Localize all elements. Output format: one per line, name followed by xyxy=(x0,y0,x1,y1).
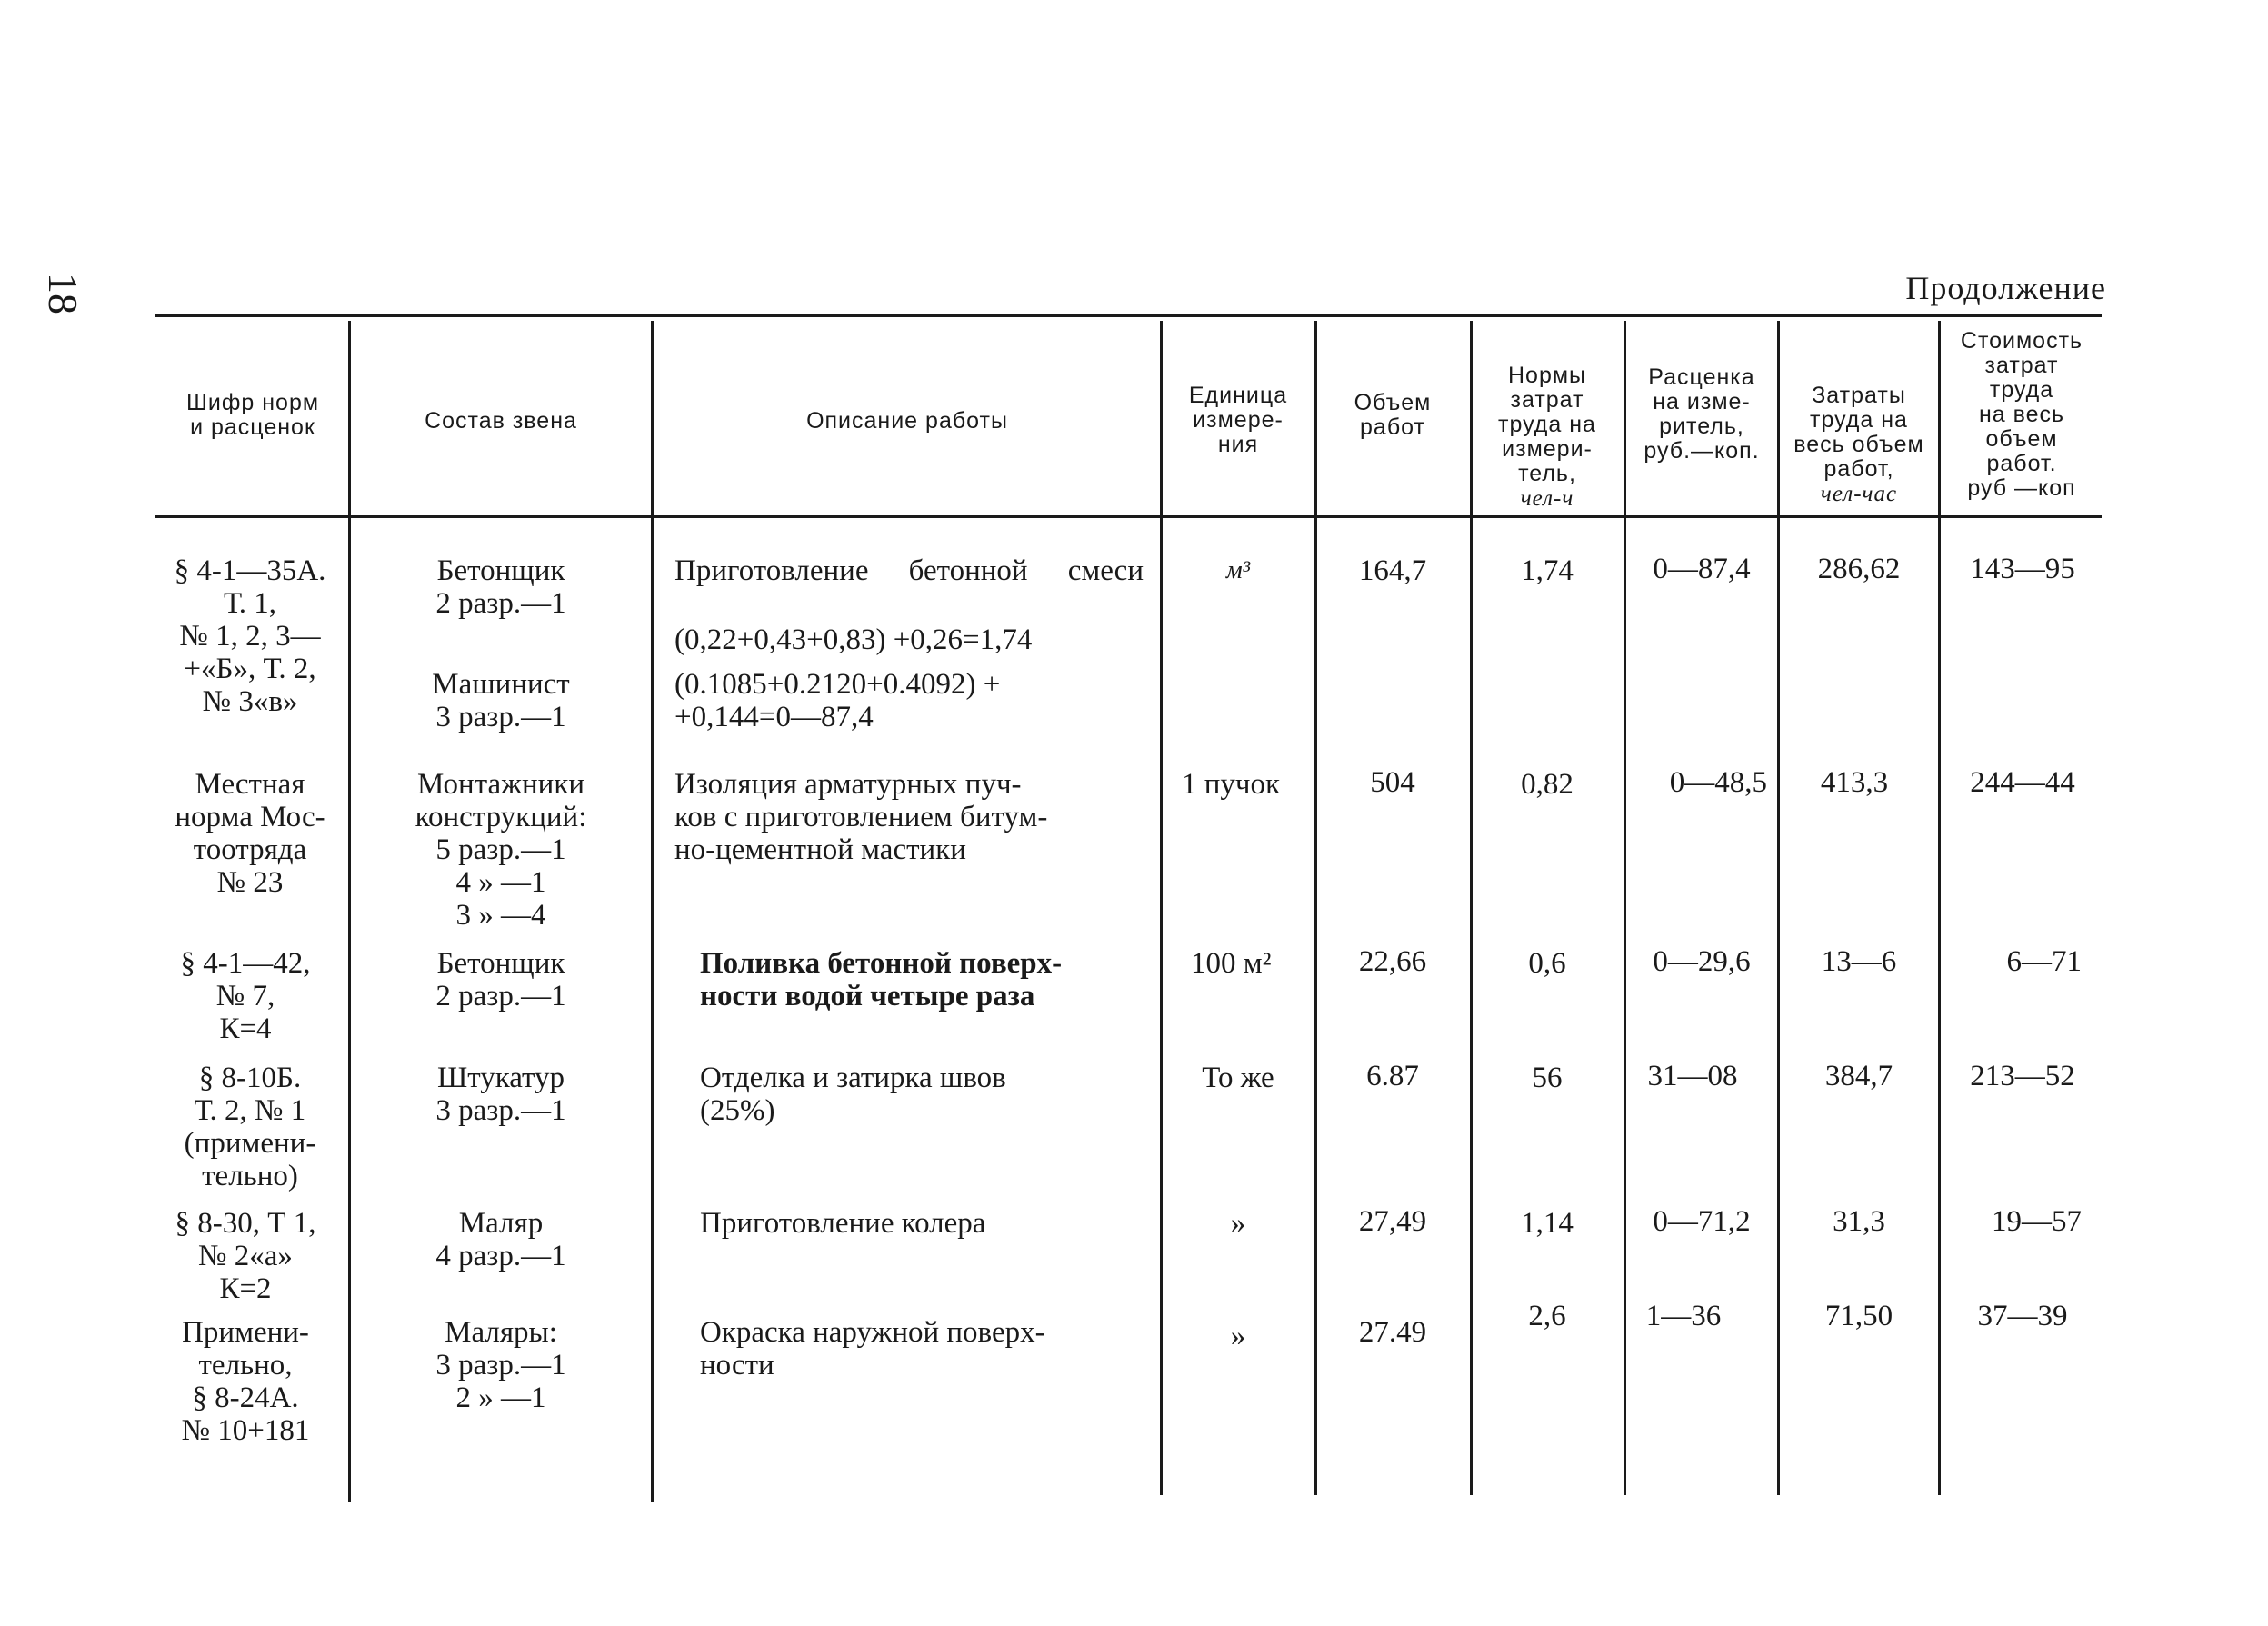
cell-code: § 8-10Б. Т. 2, № 1 (примени- тельно) xyxy=(184,1062,316,1192)
continuation-label: Продолжение xyxy=(1905,270,2106,306)
cell-cost: 213—52 xyxy=(1970,1060,2075,1092)
column-divider xyxy=(1160,321,1163,1495)
header-unit: Единица измере- ния xyxy=(1188,383,1288,457)
cell-labor: 13—6 xyxy=(1821,945,1897,978)
cell-code: Примени- тельно, § 8-24А. № 10+181 xyxy=(181,1316,310,1447)
cell-cost: 37—39 xyxy=(1977,1300,2068,1332)
table-top-rule xyxy=(155,314,2102,317)
cell-rate: 1—36 xyxy=(1645,1300,1722,1332)
cell-rate: 0—48,5 xyxy=(1669,766,1767,799)
cell-unit: 100 м² xyxy=(1191,947,1272,980)
cell-crew-secondary: Машинист 3 разр.—1 xyxy=(432,668,570,733)
cell-labor: 286,62 xyxy=(1817,553,1901,585)
cell-unit: То же xyxy=(1202,1062,1274,1094)
cell-code: § 4-1—42, № 7, К=4 xyxy=(180,947,311,1045)
cell-norm: 2,6 xyxy=(1528,1300,1566,1332)
header-norm xyxy=(1474,339,1620,511)
cell-description: Приготовление колера xyxy=(700,1207,986,1240)
header-rate: Расценка на изме- ритель, руб.—коп. xyxy=(1644,364,1760,464)
cell-rate: 0—29,6 xyxy=(1653,945,1751,978)
cell-formula: (0.1085+0.2120+0.4092) + +0,144=0—87,4 xyxy=(674,668,1001,733)
cell-description: Окраска наружной поверх- ности xyxy=(700,1316,1045,1382)
cell-description: Приготовление бетонной смеси xyxy=(674,554,1144,587)
column-divider xyxy=(1938,321,1941,1495)
cell-cost: 143—95 xyxy=(1970,553,2075,585)
cell-formula: (0,22+0,43+0,83) +0,26=1,74 xyxy=(674,623,1033,656)
cell-crew: Маляры: 3 разр.—1 2 » —1 xyxy=(435,1316,566,1414)
cell-labor: 413,3 xyxy=(1820,766,1889,799)
cell-rate: 0—87,4 xyxy=(1653,553,1751,585)
header-crew: Состав звена xyxy=(425,408,577,434)
cell-norm: 56 xyxy=(1532,1062,1563,1094)
cell-labor: 384,7 xyxy=(1824,1060,1893,1092)
column-divider xyxy=(348,321,351,1502)
cell-volume: 164,7 xyxy=(1358,554,1427,587)
column-divider xyxy=(1314,321,1317,1495)
header-labor-text: Затраты труда на весь объем работ, xyxy=(1793,383,1924,482)
cell-crew: Бетонщик 2 разр.—1 xyxy=(435,947,566,1013)
header-volume: Объем работ xyxy=(1354,390,1432,440)
cell-cost: 19—57 xyxy=(1992,1205,2082,1238)
column-divider xyxy=(1777,321,1780,1495)
cell-norm: 0,82 xyxy=(1521,768,1574,801)
cell-description: Отделка и затирка швов (25%) xyxy=(700,1062,1006,1127)
cell-unit: м³ xyxy=(1225,556,1251,584)
cell-crew: Монтажники конструкций: 5 разр.—1 4 » —1 3 » —4 xyxy=(415,768,587,932)
cell-unit: » xyxy=(1230,1207,1246,1240)
cell-description: Изоляция арматурных пуч- ков с приготовлением битум- но-цементной мастики xyxy=(674,768,1048,866)
cell-volume: 22,66 xyxy=(1358,945,1427,978)
cell-crew: Штукатур 3 разр.—1 xyxy=(435,1062,566,1127)
cell-code: Местная норма Мос- тоотряда № 23 xyxy=(175,768,325,899)
header-code: Шифр норм и расценок xyxy=(185,390,320,440)
header-bottom-rule xyxy=(155,515,2102,518)
header-description: Описание работы xyxy=(806,408,1008,434)
cell-unit: 1 пучок xyxy=(1182,768,1281,801)
header-labor-unit: чел-час xyxy=(1820,482,1898,506)
page-number: 18 xyxy=(40,273,86,314)
cell-rate: 0—71,2 xyxy=(1653,1205,1751,1238)
header-norm-unit: чел-ч xyxy=(1520,486,1574,511)
column-divider xyxy=(1624,321,1626,1495)
cell-volume: 6.87 xyxy=(1366,1060,1419,1092)
cell-cost: 6—71 xyxy=(2006,945,2082,978)
cell-norm: 1,74 xyxy=(1521,554,1574,587)
cell-rate: 31—08 xyxy=(1647,1060,1738,1092)
cell-crew: Бетонщик 2 разр.—1 xyxy=(435,554,566,620)
cell-code: § 4-1—35А. Т. 1, № 1, 2, 3— +«Б», Т. 2, № 3«в» xyxy=(174,554,326,718)
cell-cost: 244—44 xyxy=(1970,766,2075,799)
cell-labor: 71,50 xyxy=(1824,1300,1893,1332)
cell-code: § 8-30, Т 1, № 2«а» К=2 xyxy=(175,1207,316,1305)
header-cost: Стоимость затрат труда на весь объем работ. руб —коп xyxy=(1960,328,2083,501)
cell-unit: » xyxy=(1230,1320,1246,1352)
cell-volume: 27,49 xyxy=(1358,1205,1427,1238)
cell-norm: 1,14 xyxy=(1521,1207,1574,1240)
column-divider xyxy=(1470,321,1473,1495)
header-norm-text: Нормы затрат труда на измери- тель, xyxy=(1498,363,1596,486)
cell-labor: 31,3 xyxy=(1833,1205,1885,1238)
column-divider xyxy=(651,321,654,1502)
cell-norm: 0,6 xyxy=(1528,947,1566,980)
header-labor xyxy=(1782,359,1936,506)
cell-volume: 27.49 xyxy=(1358,1316,1427,1349)
cell-crew: Маляр 4 разр.—1 xyxy=(435,1207,566,1272)
cell-description: Поливка бетонной поверх- ности водой четыре раза xyxy=(700,947,1063,1013)
cell-volume: 504 xyxy=(1370,766,1415,799)
